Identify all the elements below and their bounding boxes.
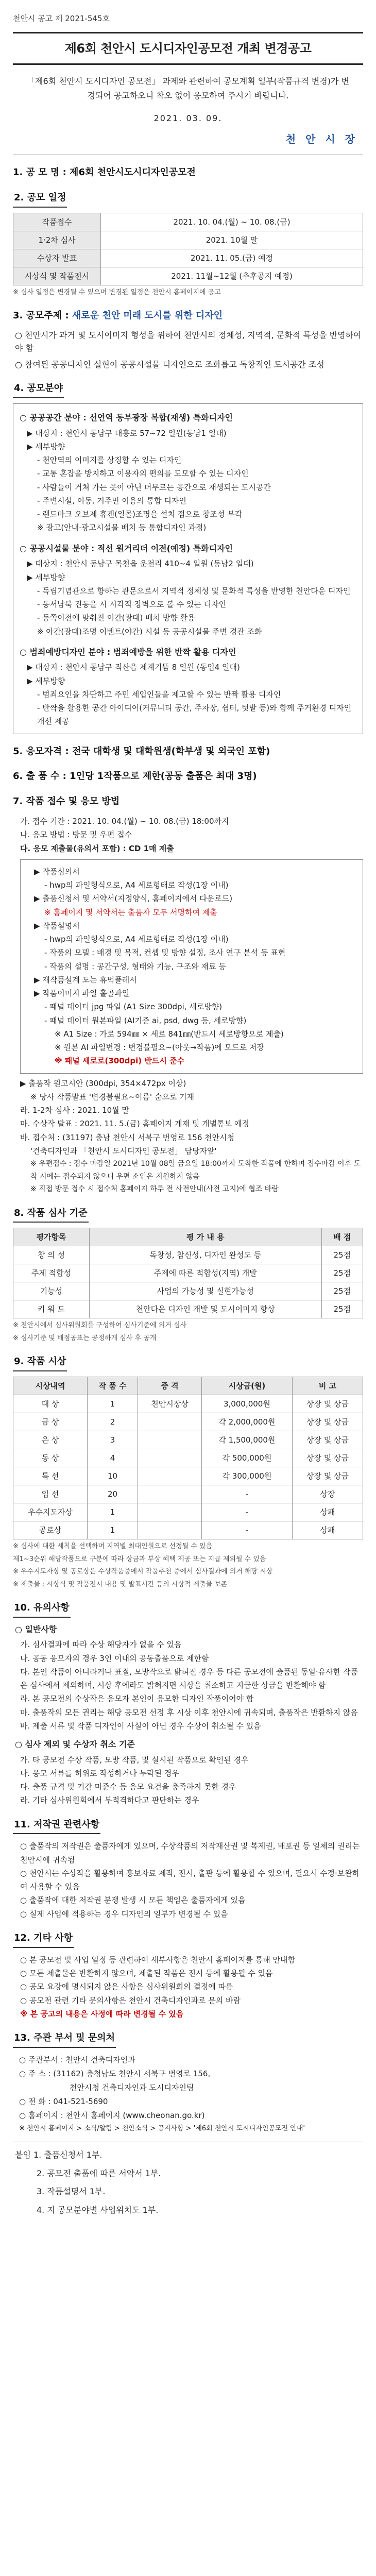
detail-line: - 작품의 모델 : 배경 및 목적, 컨셉 및 방향 설정, 조사 연구 분석 등 표현 — [44, 948, 286, 958]
etc-line: ○ 모든 제출물은 반환하지 않으며, 제출된 작품은 전시 등에 활용될 수 있음 — [20, 1969, 273, 1978]
award-prize: 각 1,500,000원 — [201, 1431, 292, 1449]
table-row — [13, 1449, 363, 1467]
submission-tail-line: 바. 접수처 : (31197) 충남 천안시 서북구 번영로 156 천안시청 — [20, 1132, 235, 1142]
section-criteria-title — [13, 1206, 363, 1223]
award-name: 공로상 — [13, 1521, 88, 1539]
caution-line: 나. 응모 서류를 허위로 작성하거나 누락된 경우 — [20, 1768, 179, 1778]
submission-tail-line: ※ 우편접수 : 접수 마감일 2021년 10월 08일 금요일 18:00까지 도착한 작품에 한하며 접수마감 이후 도착 시에는 접수되지 않으니 우편 소인은 지원하지 않음 — [30, 1160, 361, 1181]
contact-line: ○ 주 소 : (31162) 충청남도 천안시 서북구 번영로 156, — [19, 2069, 211, 2078]
submission-detail-box — [20, 859, 363, 1074]
schedule-label: 작품접수 — [13, 213, 101, 231]
criteria-item: 키 워 드 — [13, 1300, 90, 1318]
section-entries: 6. 출 품 수 : 1인당 1작품으로 제한(공동 출품은 최대 3명) — [13, 771, 257, 782]
theme-label: 3. 공모주제 : — [13, 310, 72, 321]
contact-line: 천안시청 건축디자인과 도시디자인팀 — [70, 2082, 194, 2092]
field-line: ▶ 세부방향 — [27, 442, 65, 451]
award-count: 3 — [87, 1431, 138, 1449]
schedule-label: 시상식 및 작품전시 — [13, 267, 101, 285]
copyright-line: ○ 천안시는 수상작을 활용하여 홍보자료 제작, 전시, 출판 등에 활용할 수 있으며, 필요시 수정·보완하여 사용할 수 있음 — [20, 1868, 360, 1892]
award-name: 대 상 — [13, 1395, 88, 1413]
detail-line: ※ 패널 세로로(300dpi) 반드시 준수 — [55, 1056, 185, 1066]
table-header-row — [13, 1377, 363, 1395]
table-header-row — [13, 1228, 363, 1246]
awards-table — [13, 1377, 363, 1539]
award-count: 1 — [87, 1521, 138, 1539]
submission-line: 가. 접수 기간 : 2021. 10. 04.(월) ~ 10. 08.(금) 18:00까지 — [20, 817, 229, 826]
detail-line: - 패널 데이터 원본파일 (AI기준 ai, psd, dwg 등, 세로방향) — [44, 1015, 247, 1025]
criteria-content: 천안다운 디자인 개발 및 도시이미지 향상 — [89, 1300, 321, 1318]
award-org — [138, 1413, 202, 1431]
etc-line: ○ 공모전 관련 기타 문의사항은 천안시 건축디자인과로 문의 바람 — [20, 1995, 241, 2005]
schedule-heading: 2. 공모 일정 — [13, 191, 67, 208]
etc-heading: 12. 기타 사항 — [13, 1931, 74, 1948]
field-heading: ○ 범죄예방디자인 분야 : 범죄예방을 위한 반짝 활용 디자인 — [20, 647, 236, 657]
award-org — [138, 1503, 202, 1521]
criteria-item: 주제 적합성 — [13, 1264, 90, 1282]
column-header: 작 품 수 — [87, 1377, 138, 1395]
award-prize: 각 500,000원 — [201, 1449, 292, 1467]
field-line: ▶ 세부방향 — [27, 572, 65, 582]
etc-line: ○ 본 공모전 및 사업 일정 등 관련하여 세부사항은 천안시 홈페이지를 통해 안내함 — [20, 1955, 295, 1964]
contact-line: ○ 전 화 : 041-521-5690 — [19, 2096, 108, 2106]
award-prize: - — [201, 1521, 292, 1539]
etc-line: ○ 공모 요강에 명시되지 않은 사항은 심사위원회의 결정에 따름 — [20, 1982, 233, 1992]
field-heading: ○ 공공공간 분야 : 선연역 동부광장 복합(재생) 특화디자인 — [20, 413, 233, 423]
copyright-line: ○ 출품작의 저작권은 출품자에게 있으며, 수상작품의 저작재산권 및 복제권, 배포권 등 일체의 권리는 천안시에 귀속됨 — [20, 1841, 360, 1865]
detail-line: ▶ 재작품설계 도는 휴먹플레서 — [34, 975, 137, 985]
criteria-score: 25점 — [321, 1246, 363, 1264]
schedule-note: ※ 심사 일정은 변경될 수 있으며 변경된 일정은 천안시 홈페이지에 공고 — [13, 288, 221, 296]
criteria-content: 사업의 가능성 및 실현가능성 — [89, 1282, 321, 1300]
theme-line: ○ 참여된 공공디자인 실현이 공공시설물 디자인으로 조화롭고 독창적인 도시공간 조성 — [15, 359, 324, 369]
fields-heading: 4. 공모분야 — [13, 381, 64, 398]
award-name: 금 상 — [13, 1413, 88, 1431]
attachment-line: 3. 작품설명서 1부. — [37, 2187, 106, 2197]
table-row — [13, 1395, 363, 1413]
award-name: 동 상 — [13, 1449, 88, 1467]
award-note: 상장 및 상금 — [292, 1395, 363, 1413]
schedule-value: 2021. 10월 말 — [101, 231, 363, 249]
award-prize: 각 300,000원 — [201, 1467, 292, 1485]
notice-number: 천안시 공고 제 2021-545호 — [13, 14, 110, 23]
criteria-content: 주제에 따른 적합성(지역) 개발 — [89, 1264, 321, 1282]
submission-tail-line: ▶ 출품작 원고시안 (300dpi, 354×472px 이상) — [20, 1078, 186, 1088]
submission-tail-line: 마. 수상작 발표 : 2021. 11. 5.(금) 홈페이지 게재 및 개별통보 예정 — [20, 1119, 249, 1129]
column-header: 평가항목 — [13, 1228, 90, 1246]
submission-tail-line: '건축디자인과 「천안시 도시디자인 공모전」 담당자앞' — [30, 1146, 217, 1156]
award-org — [138, 1485, 202, 1503]
table-row — [13, 1503, 363, 1521]
award-note: 상패 — [292, 1503, 363, 1521]
detail-line: - hwp의 파일형식으로, A4 세로형태로 작성(1장 이내) — [44, 935, 229, 944]
criteria-score: 25점 — [321, 1264, 363, 1282]
column-header: 증 격 — [138, 1377, 202, 1395]
caution-line: 나. 공동 응모자의 경우 3인 이내의 공동출품으로 제한함 — [20, 1653, 209, 1663]
section-contest-name: 1. 공 모 명 : 제6회 천안시도시디자인공모전 — [13, 167, 196, 178]
field-line: ▶ 대상지 : 천안시 동남구 대흥로 57~72 일원(동남1 일대) — [27, 428, 227, 438]
caution-line: 다. 본인 작품이 아니라거나 표절, 모방작으로 밝혀진 경우 등 다른 공모전에 출품된 동일·유사한 작품은 심사에서 제외하며, 시상 후에라도 밝혀지면 시상을 취소하고 지급한 상금을 반환해야 함 — [20, 1667, 358, 1690]
column-header: 시상금(원) — [201, 1377, 292, 1395]
field-line: - 교통 혼잡을 방지하고 이용자의 편의를 도모할 수 있는 디자인 — [37, 469, 249, 479]
field-line: - 반짝을 활용한 공간 아이디어(커뮤니티 공간, 주차장, 쉼터, 텃밭 등)와 함께 주거환경 디자인 개선 제공 — [37, 703, 352, 726]
table-row — [13, 1300, 363, 1318]
field-line: - 범죄요인을 차단하고 주민 세입인들을 제고할 수 있는 반짝 활용 디자인 — [37, 689, 281, 699]
award-name: 은 상 — [13, 1431, 88, 1449]
field-line: ▶ 대상지 : 천안시 동남구 직산읍 제계기뜸 8 일원 (동입4 일대) — [27, 663, 240, 672]
award-count: 4 — [87, 1449, 138, 1467]
fields-box — [13, 403, 363, 734]
notice-date: 2021. 03. 09. — [153, 113, 223, 123]
award-note: 상장 및 상금 — [292, 1449, 363, 1467]
issuer-signature: 천 안 시 장 — [285, 133, 358, 146]
schedule-label: 1·2차 심사 — [13, 231, 101, 249]
detail-line: ▶ 작품설명서 — [34, 921, 80, 930]
table-row — [13, 1467, 363, 1485]
table-row — [13, 267, 363, 285]
submission-line: 나. 응모 방법 : 방문 및 우편 접수 — [20, 830, 132, 840]
schedule-value: 2021. 11. 05.(금) 예정 — [101, 249, 363, 267]
table-row — [13, 1282, 363, 1300]
award-note: 상장 및 상금 — [292, 1431, 363, 1449]
caution-line: 마. 출품작의 모든 권리는 해당 공모전 선정 후 시상 이후 천안시에 귀속되며, 출품작은 반환하지 않음 — [20, 1707, 358, 1717]
field-line: ※ 광고(안내·광고시설물 배치 등 통합디자인 과정) — [37, 523, 207, 533]
detail-line: ※ A1 Size : 가로 594㎜ × 세로 841㎜(반드시 세로방향으로 제출) — [55, 1029, 284, 1039]
submission-tail-line: ※ 당사 작품발표 '변경불필요~이름' 순으로 기재 — [30, 1092, 195, 1101]
section-copyright-title — [13, 1818, 363, 1835]
section-cautions-title — [13, 1601, 363, 1618]
award-prize: - — [201, 1485, 292, 1503]
criteria-score: 25점 — [321, 1300, 363, 1318]
contact-line: ○ 주관부서 : 천안시 건축디자인과 — [19, 2055, 135, 2064]
caution-line: 바. 제출 서류 및 작품 디자인이 사실이 아닌 경우 수상이 취소될 수 있음 — [20, 1721, 261, 1731]
award-note: 상장 및 상금 — [292, 1413, 363, 1431]
detail-line: - hwp의 파일형식으로, A4 세로형태로 작성(1장 이내) — [44, 880, 229, 890]
award-count: 2 — [87, 1413, 138, 1431]
criteria-score: 25점 — [321, 1282, 363, 1300]
schedule-value: 2021. 10. 04.(월) ~ 10. 08.(금) — [101, 213, 363, 231]
contact-heading: 13. 주관 부서 및 문의처 — [13, 2031, 116, 2048]
table-row — [13, 1485, 363, 1503]
awards-note: ※ 우수지도자상 및 공로상은 수상작품중에서 작품추천 중에서 심사결과에 의거 해당 시상 — [13, 1568, 273, 1576]
caution-line: 다. 출품 규격 및 기간 미준수 등 응모 요건을 충족하지 못한 경우 — [20, 1782, 236, 1792]
award-prize: 3,000,000원 — [201, 1395, 292, 1413]
detail-line: ▶ 작품심의서 — [34, 867, 80, 876]
criteria-heading: 8. 작품 심사 기준 — [13, 1206, 89, 1223]
cautions-subheading: ○ 일반사항 — [15, 1624, 57, 1634]
field-line: - 동쪽이전에 맞춰진 이간(광대) 배치 방향 활용 — [37, 613, 195, 623]
awards-note: ※ 심사에 대한 세칙을 선택하며 지역별 최대인원으로 선정될 수 있음 — [13, 1542, 213, 1550]
table-row — [13, 249, 363, 267]
award-note: 상패 — [292, 1521, 363, 1539]
awards-note: 제1~3순위 해당작품으로 구분에 따라 상금과 부상 혜택 제공 또는 지급 제외될 수 있음 — [13, 1555, 266, 1563]
detail-line: - 패널 데이터 jpg 파일 (A1 Size 300dpi, 세로방향) — [44, 1002, 223, 1012]
section-awards-title — [13, 1354, 363, 1371]
criteria-note: ※ 심사기준 및 배점공표는 공정하게 심사 후 공개 — [13, 1334, 157, 1343]
field-line: - 독립기념관으로 향하는 관문으로서 지역적 정체성 및 문화적 특성을 반영한 천안다운 디자인 — [37, 586, 351, 596]
caution-line: 가. 타 공모전 수상 작품, 모방 작품, 및 실시된 작품으로 확인된 경우 — [20, 1755, 249, 1765]
cautions-heading: 10. 유의사항 — [13, 1601, 71, 1618]
award-count: 10 — [87, 1467, 138, 1485]
award-org — [138, 1449, 202, 1467]
award-org — [138, 1521, 202, 1539]
award-org — [138, 1431, 202, 1449]
schedule-value: 2021. 11월~12월 (추후공지 예정) — [101, 267, 363, 285]
award-name: 특 선 — [13, 1467, 88, 1485]
table-row — [13, 1413, 363, 1431]
field-line: - 사람들이 거쳐 가는 곳이 아닌 머무르는 공간으로 재생되는 도시공간 — [37, 482, 271, 492]
submission-tail-line: ※ 직접 방문 접수 시 접수처 홈페이지 하루 전 사전안내(사전 고지)에 협조 바람 — [30, 1185, 279, 1194]
theme-line: ○ 천안시가 과거 및 도시이미지 형성을 위하여 천안시의 정체성, 지역적, 문화적 특성을 반영하여야 함 — [15, 330, 362, 353]
attachment-line: 붙임 1. 출품신청서 1부. — [15, 2150, 102, 2160]
award-count: 1 — [87, 1395, 138, 1413]
section-fields-title — [13, 381, 363, 398]
section-theme-title — [13, 309, 363, 324]
submission-tail-line: 라. 1-2차 심사 : 2021. 10월 말 — [20, 1106, 129, 1115]
table-row — [13, 1246, 363, 1264]
criteria-note: ※ 천안시에서 심사위원회를 구성하여 심사기준에 의거 심사 — [13, 1321, 187, 1330]
field-line: ※ 아간(광대)조명 이벤트(야간) 시설 등 공공시설물 주변 경관 조화 — [37, 626, 262, 636]
award-note: 상장 — [292, 1485, 363, 1503]
etc-line: ※ 본 공고의 내용은 사정에 따라 변경될 수 있음 — [20, 2009, 184, 2019]
schedule-table — [13, 213, 363, 285]
section-contact-title — [13, 2031, 363, 2048]
theme-value: 새로운 천안 미래 도시를 위한 디자인 — [72, 310, 223, 321]
field-line: ▶ 세부방향 — [27, 676, 65, 686]
contact-line: ※ 천안시 홈페이지 > 소식/알림 > 천안소식 > 공지사항 > '제6회 천안시 도시디자인공모전 안내' — [19, 2124, 305, 2132]
detail-line: ※ 원본 AI 파일변경 : 변경불필요~(아웃→작품)에 모드로 저장 — [55, 1043, 264, 1053]
intro-text: 「제6회 천안시 도시디자인 공모전」 과제와 관련하여 공모계획 일부(작품규격 변경)가 변경되어 공고하오니 착오 없이 응모하여 주시기 바랍니다. — [27, 76, 349, 100]
award-note: 상장 및 상금 — [292, 1467, 363, 1485]
copyright-line: ○ 실제 사업에 적용하는 경우 디자인의 일부가 변경될 수 있음 — [20, 1909, 228, 1919]
award-name: 입 선 — [13, 1485, 88, 1503]
table-row — [13, 231, 363, 249]
field-line: ▶ 대상지 : 천안시 동남구 목천읍 운전리 410~4 일원 (동남2 일대) — [27, 559, 254, 569]
attachment-line: 4. 지 공모분야별 사업위치도 1부. — [37, 2205, 159, 2215]
table-row — [13, 1521, 363, 1539]
section-eligibility: 5. 응모자격 : 전국 대학생 및 대학원생(학부생 및 외국인 포함) — [13, 745, 270, 757]
award-org — [138, 1467, 202, 1485]
column-header: 비 고 — [292, 1377, 363, 1395]
section-schedule-title — [13, 191, 363, 208]
cautions-subheading: ○ 심사 제외 및 수상자 취소 기준 — [15, 1739, 135, 1750]
awards-heading: 9. 작품 시상 — [13, 1354, 67, 1371]
field-line: - 주변시설, 이동, 거주민 이용의 통합 디자인 — [37, 496, 186, 505]
detail-line: - 작품의 설명 : 공간구성, 형태와 기능, 구조와 재료 등 — [44, 961, 226, 971]
caution-line: 라. 기타 심사위원회에서 부적격하다고 판단하는 경우 — [20, 1795, 199, 1805]
caution-line: 가. 심사결과에 따라 수상 해당자가 없을 수 있음 — [20, 1640, 182, 1650]
contact-line: ○ 홈페이지 : 천안시 홈페이지 (www.cheonan.go.kr) — [19, 2110, 205, 2120]
field-line: - 천안역의 이미지를 상징할 수 있는 디자인 — [37, 455, 182, 465]
criteria-table — [13, 1228, 363, 1318]
copyright-line: ○ 출품작에 대한 저작권 분쟁 발생 시 모든 책임은 출품자에게 있음 — [20, 1895, 246, 1905]
field-line: - 동서남북 진동을 시 시각적 장벽으로 볼 수 있는 디자인 — [37, 600, 227, 609]
award-org: 천안시장상 — [138, 1395, 202, 1413]
schedule-label: 수상자 발표 — [13, 249, 101, 267]
caution-line: 라. 본 공모전의 수상작은 응모자 본인이 응모한 디자인 작품이어야 함 — [20, 1694, 254, 1704]
column-header: 배 점 — [321, 1228, 363, 1246]
detail-line: ▶ 작품이미지 파일 홀골파일 — [34, 989, 130, 998]
notice-title: 제6회 천안시 도시디자인공모전 개최 변경공고 — [13, 32, 363, 65]
submission-line: 다. 응모 제출물(유의서 포함) : CD 1매 제출 — [20, 843, 174, 853]
award-prize: - — [201, 1503, 292, 1521]
criteria-item: 기능성 — [13, 1282, 90, 1300]
section-etc-title — [13, 1931, 363, 1948]
column-header: 시상내역 — [13, 1377, 88, 1395]
table-row — [13, 213, 363, 231]
detail-line: ▶ 출품신청서 및 서약서(지정양식, 홈페이지에서 다운로드) — [34, 894, 233, 904]
section-submission-title: 7. 작품 접수 및 응모 방법 — [13, 796, 120, 807]
field-heading: ○ 공공시설물 분야 : 적선 원거리더 이전(예정) 특화디자인 — [20, 543, 233, 553]
criteria-item: 창 의 성 — [13, 1246, 90, 1264]
award-prize: 각 2,000,000원 — [201, 1413, 292, 1431]
copyright-heading: 11. 저작권 관련사항 — [13, 1818, 100, 1835]
award-count: 1 — [87, 1503, 138, 1521]
table-row — [13, 1264, 363, 1282]
awards-note: ※ 제출물 : 시상식 및 작품전시 내용 및 발표시간 등의 시상적 제출물 보존 — [13, 1581, 228, 1589]
award-name: 우수지도자상 — [13, 1503, 88, 1521]
column-header: 평 가 내 용 — [89, 1228, 321, 1246]
award-count: 20 — [87, 1485, 138, 1503]
attachment-line: 2. 공모전 출품에 따른 서약서 1부. — [37, 2168, 161, 2178]
criteria-content: 독창성, 참신성, 디자인 완성도 등 — [89, 1246, 321, 1264]
table-row — [13, 1431, 363, 1449]
field-line: - 랜드마크 오브제 휴겐(일몰)조명을 설치 점으로 창조성 부각 — [37, 510, 243, 519]
detail-line: ※ 홈페이지 및 서약서는 출품자 모두 서명하여 제출 — [44, 907, 217, 917]
